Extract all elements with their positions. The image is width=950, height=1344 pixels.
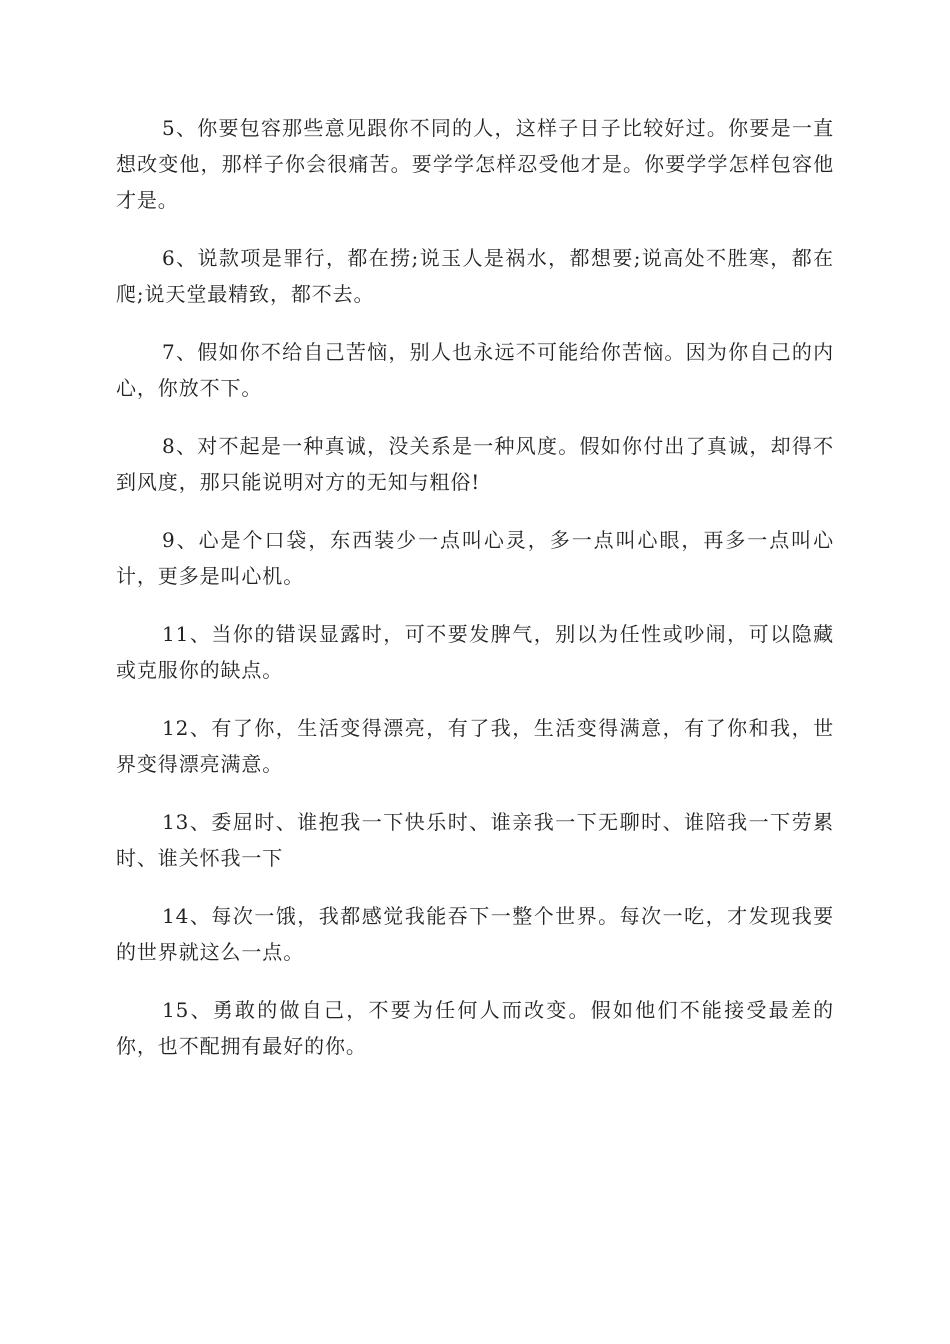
paragraph-13: 13、委屈时、谁抱我一下快乐时、谁亲我一下无聊时、谁陪我一下劳累时、谁关怀我一下	[116, 810, 834, 870]
paragraph-5: 5、你要包容那些意见跟你不同的人，这样子日子比较好过。你要是一直想改变他，那样子你会很痛苦。要学学怎样忍受他才是。你要学学怎样包容他才是。	[116, 116, 834, 212]
paragraph-7: 7、假如你不给自己苦恼，别人也永远不可能给你苦恼。因为你自己的内心，你放不下。	[116, 340, 834, 400]
paragraph-15: 15、勇敢的做自己，不要为任何人而改变。假如他们不能接受最差的你，也不配拥有最好的你。	[116, 998, 834, 1058]
paragraph-8: 8、对不起是一种真诚，没关系是一种风度。假如你付出了真诚，却得不到风度，那只能说明对方的无知与粗俗!	[116, 434, 834, 494]
paragraph-6: 6、说款项是罪行，都在捞;说玉人是祸水，都想要;说高处不胜寒，都在爬;说天堂最精致，都不去。	[116, 246, 834, 306]
paragraph-11: 11、当你的错误显露时，可不要发脾气，别以为任性或吵闹，可以隐藏或克服你的缺点。	[116, 622, 834, 682]
paragraph-12: 12、有了你，生活变得漂亮，有了我，生活变得满意，有了你和我，世界变得漂亮满意。	[116, 716, 834, 776]
paragraph-9: 9、心是个口袋，东西装少一点叫心灵，多一点叫心眼，再多一点叫心计，更多是叫心机。	[116, 528, 834, 588]
document-body	[116, 110, 834, 1086]
paragraph-14: 14、每次一饿，我都感觉我能吞下一整个世界。每次一吃，才发现我要的世界就这么一点。	[116, 904, 834, 964]
